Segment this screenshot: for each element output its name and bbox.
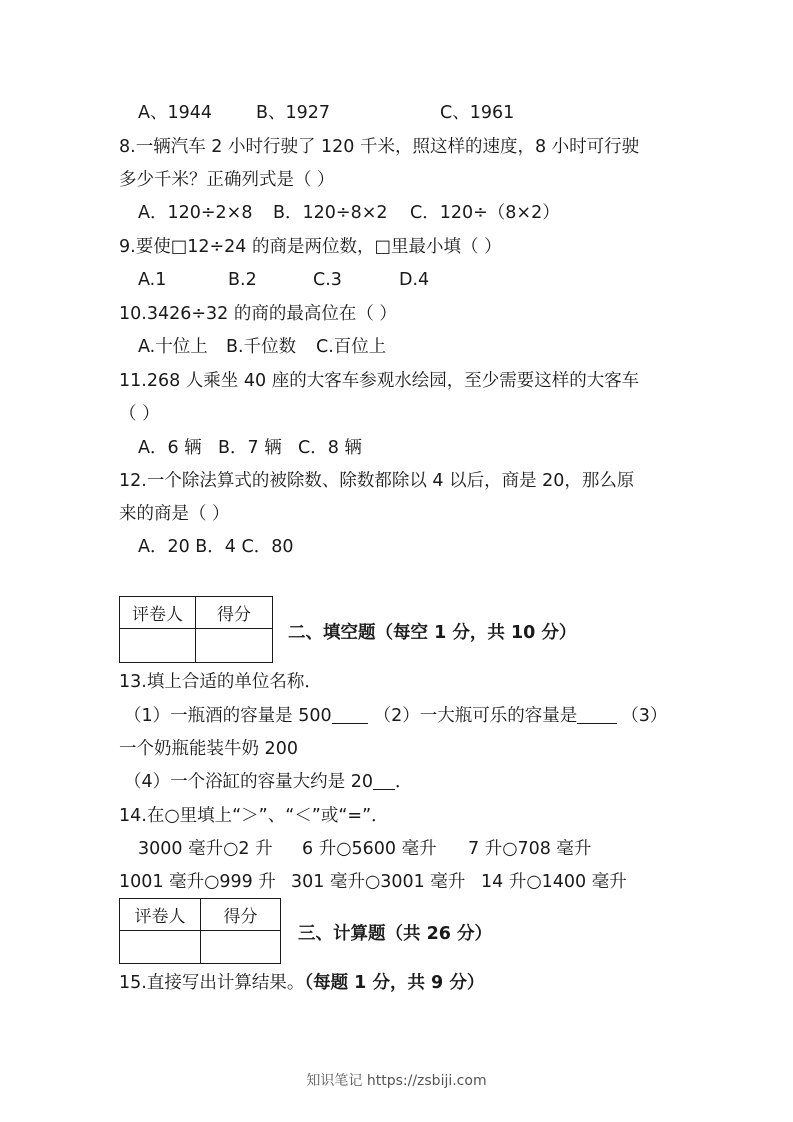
q13-part4: （4）一个浴缸的容量大约是 20 <box>124 772 373 792</box>
q9-stem: 9.要使□12÷24 的商是两位数，□里最小填（ ） <box>119 237 502 257</box>
q13-line4 <box>124 770 412 794</box>
score-label: 得分 <box>196 597 273 629</box>
q15-text: 15.直接写出计算结果。 <box>119 973 305 993</box>
section2-title: 二、填空题（每空 1 分，共 10 分） <box>288 623 577 643</box>
q9-option-d: D.4 <box>399 270 430 290</box>
q15-stem <box>119 971 484 995</box>
q9-option-b: B.2 <box>228 270 257 290</box>
q13-blank4[interactable] <box>373 771 395 790</box>
q13-part3: （3） <box>621 706 668 726</box>
q14-item: 301 毫升○3001 毫升 <box>291 872 466 892</box>
q7-option-c: C、1961 <box>440 103 515 123</box>
q11-option-a: A．6 辆 <box>138 438 202 458</box>
q13-line3: 一个奶瓶能装牛奶 200 <box>119 739 298 759</box>
score-label: 得分 <box>201 899 281 931</box>
q13-stem: 13.填上合适的单位名称． <box>119 672 322 692</box>
q14-item: 1001 毫升○999 升 <box>119 872 276 892</box>
score-cell[interactable] <box>201 931 281 964</box>
q11-option-c: C．8 辆 <box>298 438 362 458</box>
q14-item: 7 升○708 毫升 <box>468 839 592 859</box>
footer-watermark: 知识笔记 https://zsbiji.com <box>306 1073 487 1089</box>
q8-stem-line2: 多少千米？正确列式是（ ） <box>119 170 335 190</box>
grader-label: 评卷人 <box>120 899 201 931</box>
q11-option-b: B．7 辆 <box>218 438 282 458</box>
grader-cell[interactable] <box>120 931 201 964</box>
score-box-section3 <box>119 898 281 964</box>
q13-part1: （1）一瓶酒的容量是 500 <box>124 706 332 726</box>
grader-cell[interactable] <box>120 629 196 663</box>
q12-stem-line2: 来的商是（ ） <box>119 504 230 524</box>
q9-option-c: C.3 <box>313 270 342 290</box>
q14-stem: 14.在○里填上“＞”、“＜”或“=”． <box>119 806 389 826</box>
q13-blank2[interactable] <box>577 705 617 724</box>
q13-part4-end: ． <box>394 772 413 792</box>
q8-option-a: A．120÷2×8 <box>138 203 253 223</box>
q10-option-b: B.千位数 <box>226 337 297 357</box>
q10-option-c: C.百位上 <box>316 337 387 357</box>
q14-item: 14 升○1400 毫升 <box>481 872 627 892</box>
section3-title: 三、计算题（共 26 分） <box>298 924 493 944</box>
q10-stem: 10.3426÷32 的商的最高位在（ ） <box>119 304 397 324</box>
q8-stem-line1: 8.一辆汽车 2 小时行驶了 120 千米，照这样的速度，8 小时可行驶 <box>119 137 640 157</box>
q8-option-c: C．120÷（8×2） <box>410 203 560 223</box>
q7-option-b: B、1927 <box>256 103 331 123</box>
q10-option-a: A.十位上 <box>138 337 208 357</box>
q11-stem-line2: （ ） <box>119 404 160 424</box>
q13-blank1[interactable] <box>332 705 368 724</box>
grader-label: 评卷人 <box>120 597 196 629</box>
score-box-section2 <box>119 596 273 663</box>
q14-item: 6 升○5600 毫升 <box>302 839 437 859</box>
q7-option-a: A、1944 <box>138 103 213 123</box>
q11-stem-line1: 11.268 人乘坐 40 座的大客车参观水绘园，至少需要这样的大客车 <box>119 371 640 391</box>
q8-option-b: B．120÷8×2 <box>273 203 388 223</box>
q9-option-a: A.1 <box>138 270 167 290</box>
q12-stem-line1: 12.一个除法算式的被除数、除数都除以 4 以后，商是 20，那么原 <box>119 471 635 491</box>
q13-part2: （2）一大瓶可乐的容量是 <box>373 706 578 726</box>
q13-line2 <box>124 704 667 728</box>
q15-points: （每题 1 分，共 9 分） <box>304 973 485 993</box>
q12-options: A．20 B．4 C．80 <box>138 537 294 557</box>
q14-item: 3000 毫升○2 升 <box>138 839 273 859</box>
score-cell[interactable] <box>196 629 273 663</box>
